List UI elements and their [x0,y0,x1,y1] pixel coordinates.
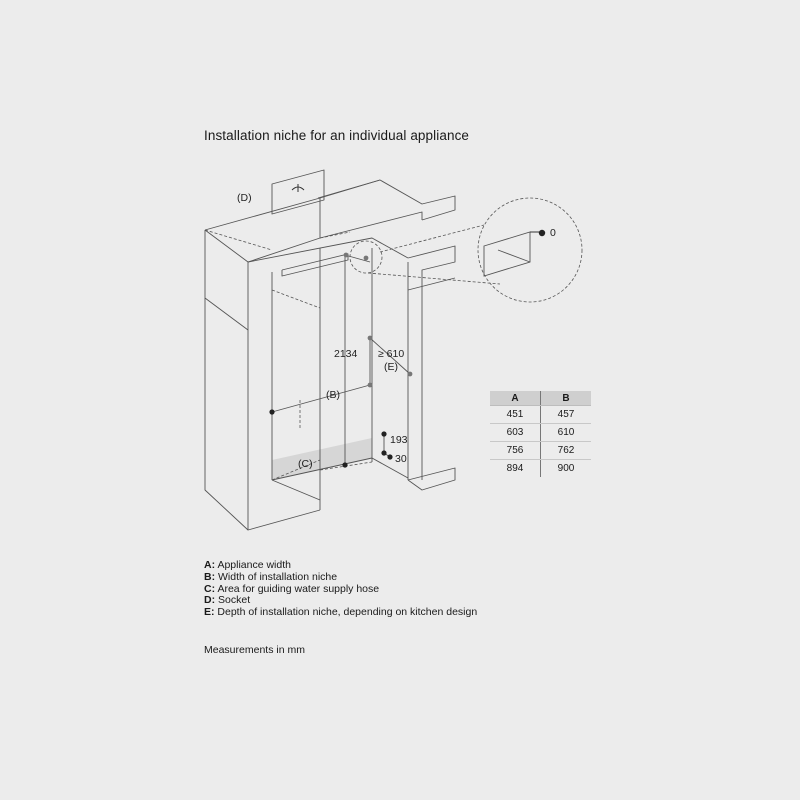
label-height: 2134 [334,348,358,360]
table-header-a: A [490,391,541,406]
depth-dot-e [408,372,413,377]
table-row [490,442,591,460]
depth-dot-top [368,336,373,341]
legend-item: D: Socket [204,594,251,607]
right-cabinet [408,246,455,480]
legend [204,560,477,619]
legend-item: B: Width of installation niche [204,570,338,583]
socket-icon [292,184,304,192]
label-depth: ≥ 610 [378,348,405,360]
diagram-title: Installation niche for an individual appliance [204,128,470,143]
label-b: (B) [326,389,340,401]
legend-item: E: Depth of installation niche, depending on kitchen design [204,606,478,619]
table-cell: 762 [541,442,592,460]
width-dot-left [269,409,274,414]
table-cell: 894 [490,460,541,478]
table-row [490,406,591,424]
label-c: (C) [298,458,313,470]
table-cell: 756 [490,442,541,460]
label-detail-zero: 0 [550,227,556,239]
width-dot-right [368,383,373,388]
detail-bracket [484,232,530,276]
label-d: (D) [237,192,252,204]
top-rail [282,254,348,276]
table-cell: 457 [541,406,592,424]
dim-30-dot-b [387,454,392,459]
size-table [490,391,591,477]
label-30: 30 [395,453,407,465]
table-cell: 451 [490,406,541,424]
table-row [490,460,591,478]
table-cell: 610 [541,424,592,442]
table-cell: 900 [557,463,575,474]
width-dim-line [272,385,370,412]
table-header-b: B [541,391,592,406]
legend-item: A: Appliance width [204,559,291,571]
measurement-note: Measurements in mm [204,644,305,656]
hose-dot [342,462,347,467]
detail-dot [539,230,545,236]
label-e: (E) [384,361,398,373]
top-edges [320,180,455,220]
callout-dot [364,256,369,261]
table-cell: 603 [490,424,541,442]
label-193: 193 [390,434,408,446]
dim-193-dot-top [381,431,386,436]
dim-30-dot [381,450,386,455]
top-cabinet-outline [205,230,248,330]
height-dot-top [344,253,349,258]
left-panel [205,198,320,262]
table-row [490,424,591,442]
legend-item: C: Area for guiding water supply hose [204,582,380,595]
